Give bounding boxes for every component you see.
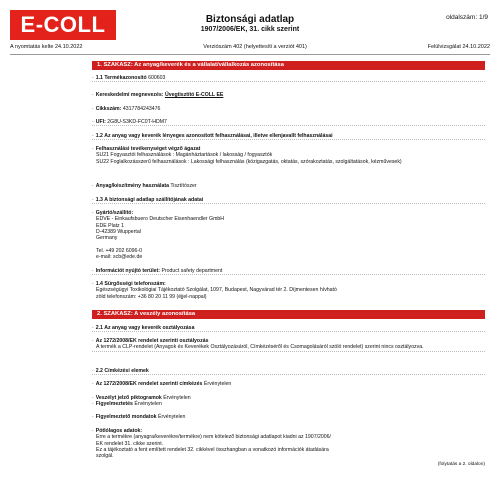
- trade-name-row: · Kereskedelmi megnevezés: Üvegtisztító E-COLL EE: [92, 92, 224, 98]
- page-number: oldalszám: 1/9: [446, 14, 488, 21]
- relevant-uses-heading: · 1.2 Az anyag vagy keverék lényeges azonosított felhasználásai, illetve ellenjavallt felhasználásai: [92, 133, 485, 140]
- article-number-row: · Cikkszám: 4317784243476: [92, 106, 161, 112]
- label-elements-heading: · 2.2 Címkézési elemek: [92, 368, 485, 375]
- hazard-pictograms-block: · Veszélyt jelző piktogramok Érvénytelen · Figyelmeztetés Érvénytelen: [92, 395, 191, 408]
- supplier-address-block: · Gyártó/szállító: EDVE - Einkaufsbuero Deutscher Eisenhaendler GmbH EDE Platz 1 D-42389 Wuppertal Germany Tel. +49 202 6096-0 e-mail: scb@ede.de: [92, 210, 225, 261]
- mixture-use-row: · Anyag/készítmény használata Tisztítószer: [92, 183, 197, 189]
- emergency-phone-block: · 1.4 Sürgősségi telefonszám: Egészségügyi Toxikológiai Tájékoztató Szolgálat, 1097, Budapest, Nagyvárad tér 2. Díjmentesen hívható zöld telefonszám: +36 80 20 11 99 (éjjel-nappal): [92, 281, 337, 300]
- document-subtitle: 1907/2006/EK, 31. cikk szerint: [200, 26, 300, 33]
- info-department-row: · Információt nyújtó terület: Product safety department: [92, 268, 485, 275]
- continuation-note: (folytatás a 2. oldalon): [437, 462, 485, 467]
- clp-classification-block: · Az 1272/2008/EK rendelet szerinti osztályozás A termék a CLP-rendelet (Anyagok és Keverékek Osztályozásáról, Címkézéséről és Csomagolásáról szóló rendelet) szerint nincs osztályozva.: [92, 338, 485, 352]
- meta-line: [10, 44, 490, 50]
- company-logo: E-COLL: [10, 10, 116, 40]
- document-title: Biztonsági adatlap: [205, 14, 295, 25]
- ufi-row: · UFI: 2G8U-S3KD-FC0T-HDM7: [92, 119, 485, 126]
- hazard-statements-row: · Figyelmeztető mondatok Érvénytelen: [92, 414, 186, 420]
- print-date: A nyomtatás kelte 24.10.2022: [10, 44, 83, 50]
- version-number: Verziószám 402 (helyettesíti a verziót 401): [203, 44, 307, 50]
- clp-labelling-row: · Az 1272/2008/EK rendelet szerinti címkézés Érvénytelen: [92, 381, 232, 387]
- section-1-heading: 1. SZAKASZ: Az anyag/keverék és a vállalat/vállalkozás azonosítása: [92, 61, 485, 70]
- supplier-phone: Tel. +49 202 6096-0: [96, 247, 143, 254]
- supplier-email: e-mail: scb@ede.de: [96, 254, 143, 261]
- additional-info-block: · Pótlólagos adatok: Erre a termékre (anyagra/keverékre/termékre) nem kötelező biztonsági adatlapot kiadni az 1907/2006/ EK rendelet 31. cikke szerint. Ez a tájékoztató a fent említett rendelet 32. cikkével összhangban a vonatkozó információk átadására szolgál.: [92, 428, 332, 460]
- revision-date: Felülvizsgálat 24.10.2022: [427, 44, 490, 50]
- classification-heading: · 2.1 Az anyag vagy keverék osztályozása: [92, 325, 485, 332]
- section-2-heading: 2. SZAKASZ: A veszély azonosítása: [92, 310, 485, 319]
- supplier-details-heading: · 1.3 A biztonsági adatlap szállítójának adatai: [92, 197, 485, 204]
- header-rule: [10, 54, 490, 55]
- product-identifier-row: · 1.1 Termékazonosító 600603: [92, 75, 485, 82]
- use-sector-block: · Felhasználási tevékenységet végző ágazat SU21 Fogyasztói felhasználások : Magánháztartások / lakosság / fogyasztók SU22 Foglalkozásszerű felhasználások : Lakossági felhasználás (közigazgatás, oktatás, szórakoztatás, szolgáltatások, kézművesek): [92, 146, 402, 165]
